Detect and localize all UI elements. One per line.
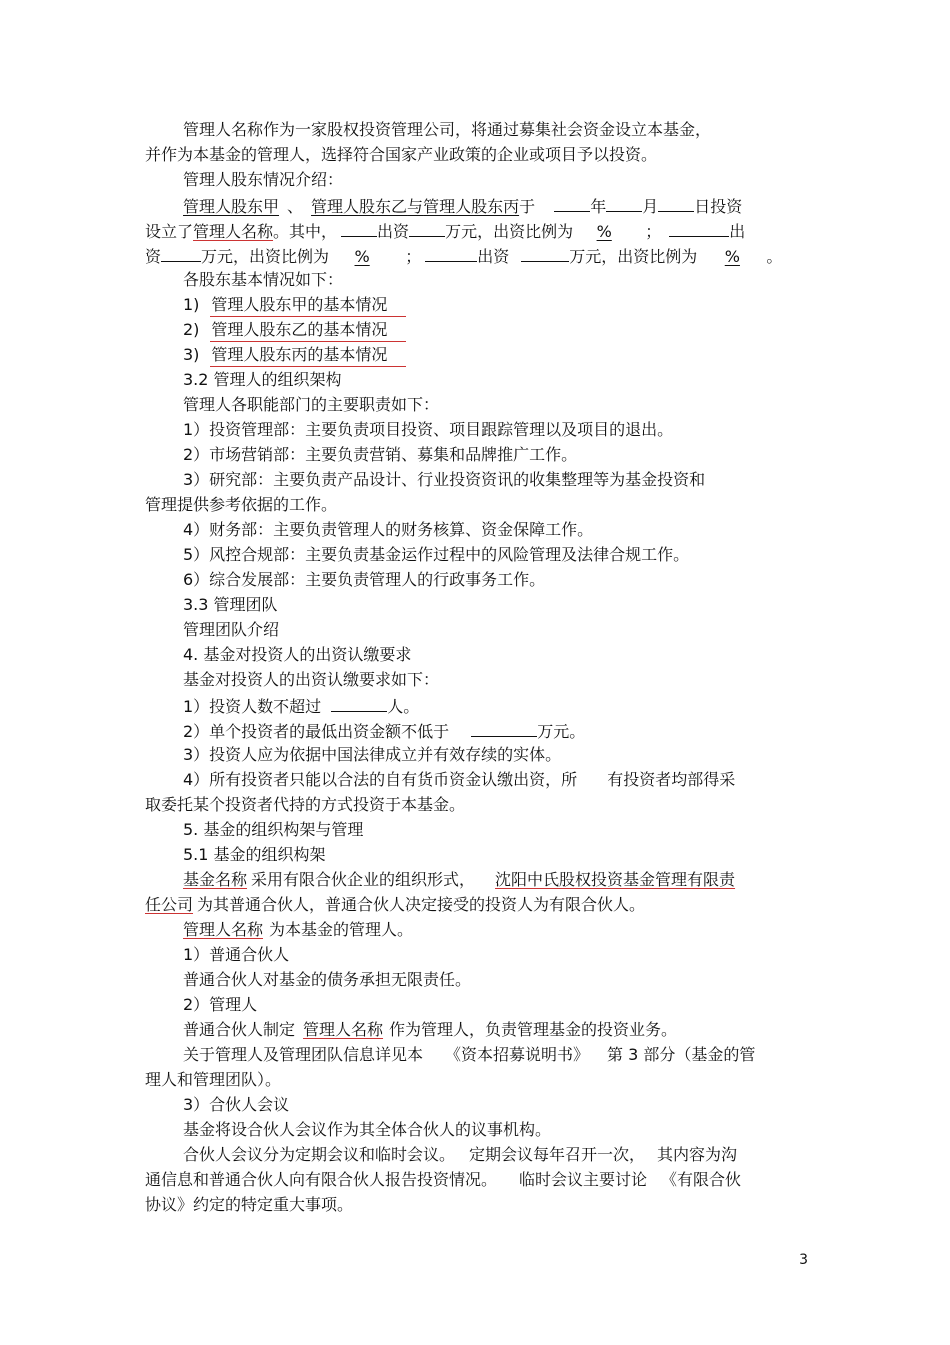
shareholder-item-2 xyxy=(183,320,387,340)
ratio-label: ，出资比例为 xyxy=(477,222,574,241)
fund-name: 基金名称 xyxy=(183,870,248,889)
dept-4: 4）财务部：主要负责管理人的财务核算、资金保障工作。 xyxy=(183,520,594,539)
gp-title: 1）普通合伙人 xyxy=(183,945,290,964)
req-4-text-a: 4）所有投资者只能以合法的自有货币资金认缴出资，所 xyxy=(183,770,578,789)
fund-line-1 xyxy=(183,870,735,890)
month-blank xyxy=(606,195,642,212)
shareholder-a-name: 管理人股东甲 xyxy=(183,197,280,216)
item-text: 管理人股东乙的基本情况 xyxy=(211,320,388,339)
shareholder-line-3 xyxy=(145,245,782,267)
req-1-text: 1）投资人数不超过 xyxy=(183,697,322,716)
reference-text-c: 第 3 部分（基金的管 xyxy=(607,1045,756,1064)
meeting-text-e: 临时会议主要讨论 xyxy=(519,1170,648,1189)
red-underline xyxy=(210,341,406,342)
manager-name: 管理人名称 xyxy=(183,920,264,939)
amount-blank-3 xyxy=(521,245,569,262)
contribute-label-cont: 资 xyxy=(145,247,162,266)
shareholder-item-1 xyxy=(183,295,387,315)
shareholder-line-1 xyxy=(183,195,742,217)
item-number: 1) xyxy=(183,295,200,314)
manager-name: 管理人名称 xyxy=(303,1020,384,1039)
reference-line-2: 理人和管理团队）。 xyxy=(145,1070,282,1089)
fund-line-2 xyxy=(145,895,645,915)
manager-role-text: 为本基金的管理人。 xyxy=(269,920,414,939)
req-1-suffix: 人。 xyxy=(387,697,420,716)
shareholder-c-name: 管理人股东丙 xyxy=(423,197,520,216)
meeting-line-4: 协议》约定的特定重大事项。 xyxy=(145,1195,354,1214)
investor-blank-3 xyxy=(425,245,477,262)
section-3-2-title: 3.2 管理人的组织架构 xyxy=(183,370,342,389)
intro-line-2: 并作为本基金的管理人，选择符合国家产业政策的企业或项目予以投资。 xyxy=(145,145,658,164)
contribute-label-3: 出资 xyxy=(477,247,510,266)
req-2 xyxy=(183,720,585,742)
reference-text-a: 关于管理人及管理团队信息详见本 xyxy=(183,1045,424,1064)
unit-label: 万元 xyxy=(445,222,478,241)
semicolon: ； xyxy=(645,222,662,241)
period: 。 xyxy=(766,247,783,266)
month-label: 月 xyxy=(642,197,659,216)
dept-1: 1）投资管理部：主要负责项目投资、项目跟踪管理以及项目的退出。 xyxy=(183,420,674,439)
day-label: 日投资 xyxy=(694,197,743,216)
shareholder-item-3 xyxy=(183,345,387,365)
req-1 xyxy=(183,695,419,717)
red-underline xyxy=(210,316,406,317)
contribute-label: 出资 xyxy=(377,222,410,241)
ratio-label-3: 万元，出资比例为 xyxy=(569,247,698,266)
page-number: 3 xyxy=(799,1252,808,1268)
org-form-text: 采用有限合伙企业的组织形式， xyxy=(251,870,476,889)
red-underline xyxy=(210,366,406,367)
section-4-title: 4. 基金对投资人的出资认缴要求 xyxy=(183,645,412,664)
shareholder-b-name: 管理人股东乙 xyxy=(311,197,408,216)
meeting-text-c: 其内容为沟 xyxy=(657,1145,738,1164)
section-3-3-title: 3.3 管理团队 xyxy=(183,595,278,614)
gp-company-name: 沈阳中氏股权投资基金管理有限责 xyxy=(495,870,736,889)
among-text: 。其中， xyxy=(273,222,338,241)
shareholder-basic-title: 各股东基本情况如下： xyxy=(183,270,344,289)
investor-count-blank xyxy=(331,695,387,712)
section-5-1-title: 5.1 基金的组织构架 xyxy=(183,845,326,864)
day-blank xyxy=(658,195,694,212)
req-4-text-b: 有投资者均部得采 xyxy=(607,770,736,789)
meeting-line-2 xyxy=(183,1145,737,1165)
req-intro: 基金对投资人的出资认缴要求如下： xyxy=(183,670,440,689)
req-4-line-2: 取委托某个投资者代持的方式投资于本基金。 xyxy=(145,795,466,814)
req-2-suffix: 万元。 xyxy=(537,722,586,741)
amount-blank-2 xyxy=(161,245,201,262)
reference-book-title: 《资本招募说明书》 xyxy=(445,1045,590,1064)
item-text: 管理人股东丙的基本情况 xyxy=(211,345,388,364)
year-blank xyxy=(554,195,590,212)
item-text: 管理人股东甲的基本情况 xyxy=(211,295,388,314)
req-2-text: 2）单个投资者的最低出资金额不低于 xyxy=(183,722,450,741)
org-intro: 管理人各职能部门的主要职责如下： xyxy=(183,395,440,414)
and-text: 与 xyxy=(407,197,424,216)
reference-line-1 xyxy=(183,1045,755,1065)
dept-5: 5）风控合规部：主要负责基金运作过程中的风险管理及法律合规工作。 xyxy=(183,545,690,564)
investor-blank-2 xyxy=(669,220,729,237)
dept-6: 6）综合发展部：主要负责管理人的行政事务工作。 xyxy=(183,570,546,589)
percent-blank-3: % xyxy=(724,247,740,266)
meeting-text-b: 定期会议每年召开一次， xyxy=(469,1145,646,1164)
item-number: 3) xyxy=(183,345,200,364)
gp-role-text: 为其普通合伙人，普通合伙人决定接受的投资人为有限合伙人。 xyxy=(197,895,646,914)
manager-name: 管理人名称 xyxy=(193,222,274,241)
meeting-title: 3）合伙人会议 xyxy=(183,1095,290,1114)
percent-blank-2: % xyxy=(354,247,370,266)
manager-title: 2）管理人 xyxy=(183,995,258,1014)
investor-blank-1 xyxy=(341,220,377,237)
gp-company-name-cont: 任公司 xyxy=(145,895,194,914)
section-5-title: 5. 基金的组织构架与管理 xyxy=(183,820,364,839)
meeting-line-3 xyxy=(145,1170,741,1190)
semicolon: ； xyxy=(405,247,422,266)
req-4-line-1 xyxy=(183,770,735,790)
gp-text: 普通合伙人对基金的债务承担无限责任。 xyxy=(183,970,472,989)
dept-3-line-1: 3）研究部：主要负责产品设计、行业投资资讯的收集整理等为基金投资和 xyxy=(183,470,706,489)
manager-text-c: 作为管理人，负责管理基金的投资业务。 xyxy=(389,1020,678,1039)
manager-text xyxy=(183,1020,677,1040)
established-text: 设立了 xyxy=(145,222,194,241)
intro-line-1: 管理人名称作为一家股权投资管理公司，将通过募集社会资金设立本基金， xyxy=(183,120,712,139)
separator: 、 xyxy=(287,197,304,216)
min-amount-blank xyxy=(471,720,537,737)
shareholder-line-2 xyxy=(145,220,745,242)
fund-line-3 xyxy=(183,920,413,940)
meeting-text-d: 通信息和普通合伙人向有限合伙人报告投资情况。 xyxy=(145,1170,498,1189)
percent-blank-1: % xyxy=(596,222,612,241)
team-intro: 管理团队介绍 xyxy=(183,620,280,639)
meeting-text-a: 合伙人会议分为定期会议和临时会议。 xyxy=(183,1145,456,1164)
item-number: 2) xyxy=(183,320,200,339)
meeting-line-1: 基金将设合伙人会议作为其全体合伙人的议事机构。 xyxy=(183,1120,552,1139)
shareholder-intro-title: 管理人股东情况介绍： xyxy=(183,170,344,189)
amount-blank-1 xyxy=(409,220,445,237)
meeting-text-f: 《有限合伙 xyxy=(661,1170,742,1189)
req-3: 3）投资人应为依据中国法律成立并有效存续的实体。 xyxy=(183,745,562,764)
manager-text-a: 普通合伙人制定 xyxy=(183,1020,296,1039)
dept-3-line-2: 管理提供参考依据的工作。 xyxy=(145,495,338,514)
year-label: 年 xyxy=(590,197,607,216)
dept-2: 2）市场营销部：主要负责营销、募集和品牌推广工作。 xyxy=(183,445,578,464)
contribute-label-split: 出 xyxy=(729,222,746,241)
ratio-label-2: 万元，出资比例为 xyxy=(201,247,330,266)
at-text: 于 xyxy=(519,197,536,216)
